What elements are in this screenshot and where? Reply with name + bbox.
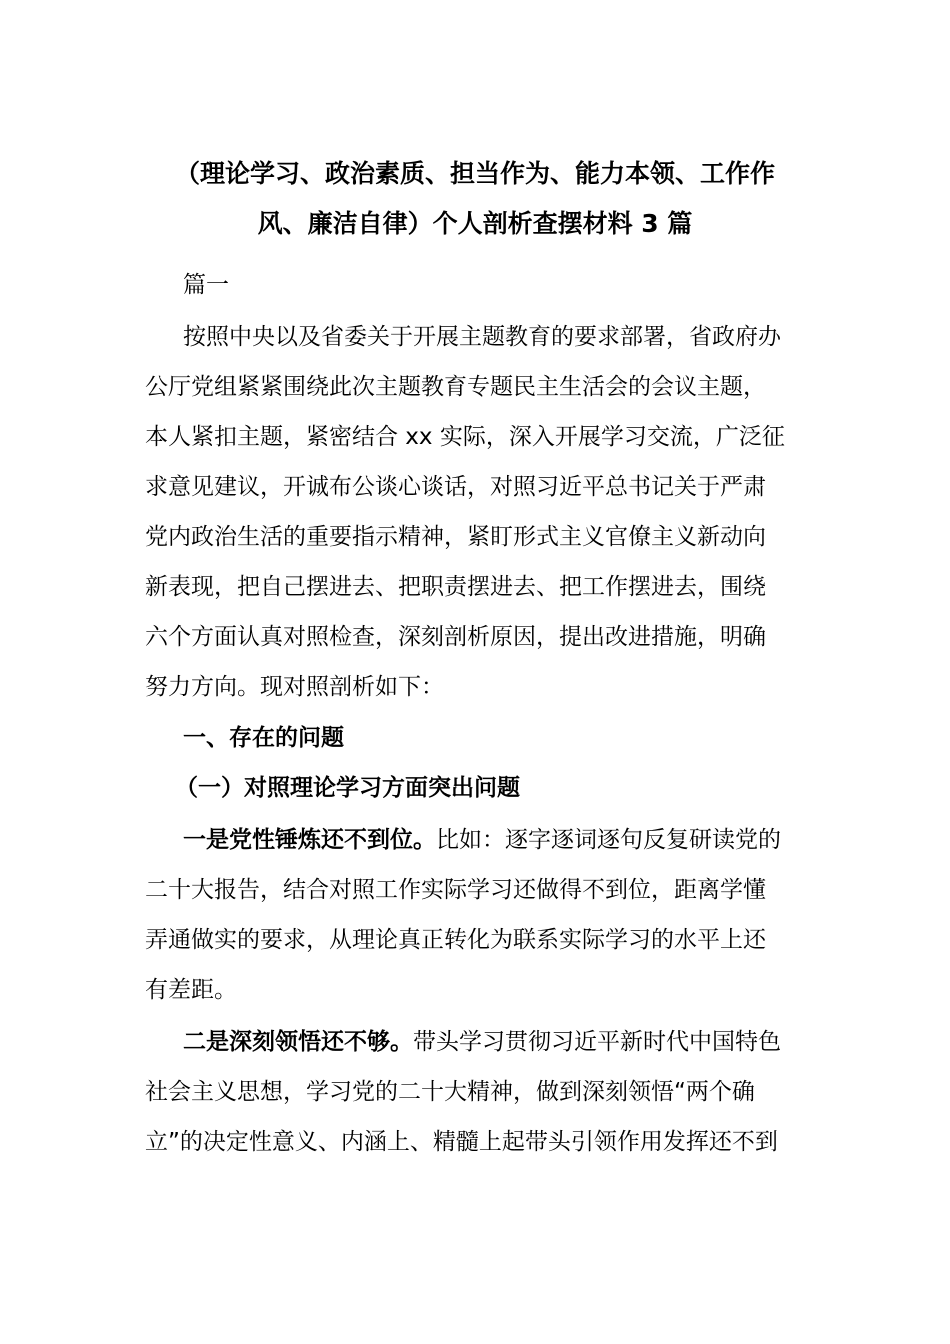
point-2-first-rest: 带头学习贯彻习近平新时代中国特色 — [413, 1029, 781, 1055]
point-1-first-line — [183, 823, 781, 857]
intro-line-8: 努力方向。现对照剖析如下： — [145, 674, 444, 700]
intro-line-1: 按照中央以及省委关于开展主题教育的要求部署，省政府办 — [183, 324, 781, 350]
point-2-first-line — [183, 1025, 781, 1059]
document-title-line-1: （理论学习、政治素质、担当作为、能力本领、工作作 — [174, 159, 775, 188]
point-2-lead: 二是深刻领悟还不够。 — [183, 1029, 413, 1055]
intro-line-3: 本人紧扣主题，紧密结合 xx 实际，深入开展学习交流，广泛征 — [145, 424, 785, 450]
intro-line-4: 求意见建议，开诚布公谈心谈话，对照习近平总书记关于严肃 — [145, 474, 766, 500]
intro-line-7: 六个方面认真对照检查，深刻剖析原因，提出改进措施，明确 — [145, 624, 766, 650]
section-label: 篇一 — [183, 272, 229, 298]
point-1-lead: 一是党性锤炼还不到位。 — [183, 827, 436, 853]
heading-level-2: （一）对照理论学习方面突出问题 — [175, 775, 520, 801]
point-1-line-2: 二十大报告，结合对照工作实际学习还做得不到位，距离学懂 — [145, 877, 766, 903]
point-1-line-4: 有差距。 — [145, 977, 237, 1003]
heading-level-1: 一、存在的问题 — [183, 725, 344, 751]
point-1-line-3: 弄通做实的要求，从理论真正转化为联系实际学习的水平上还 — [145, 927, 766, 953]
point-1-first-rest: 比如：逐字逐词逐句反复研读党的 — [436, 827, 781, 853]
intro-line-2: 公厅党组紧紧围绕此次主题教育专题民主生活会的会议主题， — [145, 374, 766, 400]
intro-line-5: 党内政治生活的重要指示精神，紧盯形式主义官僚主义新动向 — [145, 524, 766, 550]
intro-line-6: 新表现，把自己摆进去、把职责摆进去、把工作摆进去，围绕 — [145, 574, 766, 600]
document-title-line-2: 风、廉洁自律）个人剖析查摆材料 3 篇 — [257, 209, 693, 238]
point-2-line-2: 社会主义思想，学习党的二十大精神，做到深刻领悟“两个确 — [145, 1079, 755, 1105]
point-2-line-3: 立”的决定性意义、内涵上、精髓上起带头引领作用发挥还不到 — [145, 1129, 778, 1155]
